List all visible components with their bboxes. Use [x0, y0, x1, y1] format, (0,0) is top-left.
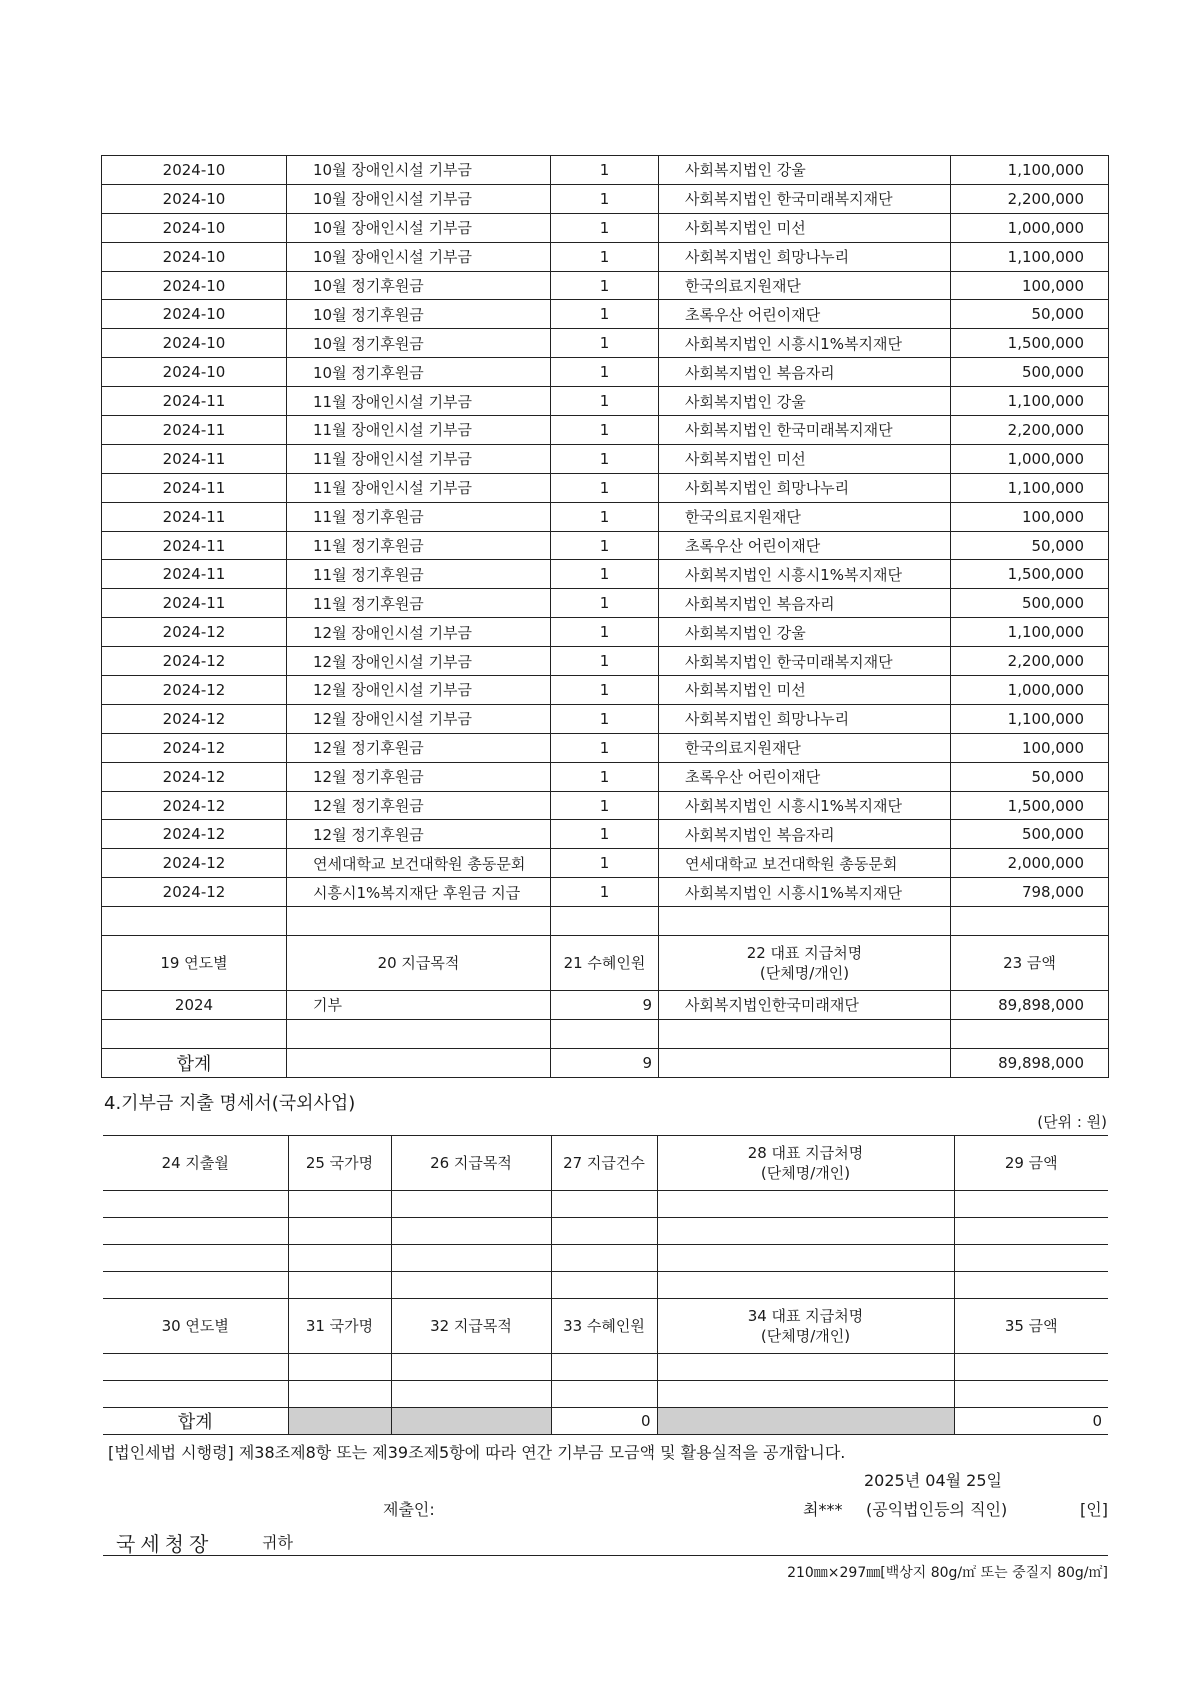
row-period: 2024-11 — [102, 444, 287, 473]
unit-label: (단위 : 원) — [1037, 1113, 1107, 1131]
seal-mark: [인] — [1080, 1500, 1108, 1519]
row-purpose: 연세대학교 보건대학원 총동문회 — [287, 849, 551, 878]
row-amount: 2,200,000 — [951, 647, 1109, 676]
row-amount: 1,100,000 — [951, 704, 1109, 733]
row-recipient: 사회복지법인 미선 — [659, 213, 951, 242]
row-period: 2024-12 — [102, 704, 287, 733]
row-recipient: 사회복지법인 희망나누리 — [659, 242, 951, 271]
table-row — [102, 213, 1109, 242]
submitter-role: (공익법인등의 직인) — [866, 1500, 1008, 1519]
header-count: 27 지급건수 — [551, 1136, 657, 1191]
row-recipient: 연세대학교 보건대학원 총동문회 — [659, 849, 951, 878]
row-count: 1 — [551, 473, 659, 502]
empty-row — [102, 1019, 1109, 1048]
table-row — [102, 647, 1109, 676]
row-recipient: 사회복지법인 희망나누리 — [659, 473, 951, 502]
yearly-recipient: 사회복지법인한국미래재단 — [659, 991, 951, 1020]
row-count: 1 — [551, 358, 659, 387]
row-amount: 500,000 — [951, 358, 1109, 387]
row-purpose: 12월 정기후원금 — [287, 820, 551, 849]
row-period: 2024-11 — [102, 502, 287, 531]
row-period: 2024-10 — [102, 184, 287, 213]
row-amount: 2,200,000 — [951, 184, 1109, 213]
row-purpose: 11월 장애인시설 기부금 — [287, 416, 551, 445]
row-count: 1 — [551, 589, 659, 618]
row-amount: 2,200,000 — [951, 416, 1109, 445]
row-count: 1 — [551, 213, 659, 242]
section-title: 4.기부금 지출 명세서(국외사업) — [104, 1093, 356, 1114]
row-amount: 500,000 — [951, 820, 1109, 849]
total-amount: 89,898,000 — [951, 1048, 1109, 1077]
submitter-row — [0, 1497, 1200, 1521]
row-purpose: 11월 장애인시설 기부금 — [287, 473, 551, 502]
row-count: 1 — [551, 791, 659, 820]
row-period: 2024-11 — [102, 416, 287, 445]
row-purpose: 11월 정기후원금 — [287, 502, 551, 531]
row-amount: 1,100,000 — [951, 242, 1109, 271]
header-recipient — [657, 1299, 954, 1354]
yearly-purpose: 기부 — [287, 991, 551, 1020]
table-row — [102, 184, 1109, 213]
table-row — [102, 849, 1109, 878]
row-recipient: 사회복지법인 복음자리 — [659, 358, 951, 387]
row-recipient: 초록우산 어린이재단 — [659, 762, 951, 791]
row-purpose: 10월 정기후원금 — [287, 271, 551, 300]
row-recipient: 사회복지법인 한국미래복지재단 — [659, 184, 951, 213]
row-purpose: 12월 정기후원금 — [287, 762, 551, 791]
row-count: 1 — [551, 762, 659, 791]
blank-row — [103, 1272, 1108, 1299]
row-count: 1 — [551, 878, 659, 907]
blank-row — [103, 1381, 1108, 1408]
row-purpose: 10월 장애인시설 기부금 — [287, 213, 551, 242]
header-amount: 35 금액 — [954, 1299, 1108, 1354]
row-period: 2024-10 — [102, 156, 287, 185]
row-count: 1 — [551, 849, 659, 878]
yearly-row — [102, 991, 1109, 1020]
row-recipient: 사회복지법인 강울 — [659, 156, 951, 185]
row-count: 1 — [551, 300, 659, 329]
row-amount: 1,000,000 — [951, 213, 1109, 242]
row-count: 1 — [551, 242, 659, 271]
table-row — [102, 762, 1109, 791]
row-amount: 1,000,000 — [951, 444, 1109, 473]
row-amount: 1,100,000 — [951, 618, 1109, 647]
row-count: 1 — [551, 271, 659, 300]
total-amount: 0 — [954, 1408, 1108, 1435]
row-recipient: 사회복지법인 복음자리 — [659, 820, 951, 849]
row-period: 2024-11 — [102, 473, 287, 502]
table-row — [102, 589, 1109, 618]
table-row — [102, 358, 1109, 387]
row-period: 2024-12 — [102, 820, 287, 849]
table-row — [102, 242, 1109, 271]
header-recipient-line2: (단체명/개인) — [760, 1327, 851, 1345]
yearly-year: 2024 — [102, 991, 287, 1020]
row-amount: 1,500,000 — [951, 329, 1109, 358]
header-recipient-line2: (단체명/개인) — [759, 964, 850, 983]
header-recipient-line2: (단체명/개인) — [760, 1164, 851, 1182]
header-recipient-line1: 28 대표 지급처명 — [747, 1144, 864, 1162]
header-recipient — [657, 1136, 954, 1191]
blank-row — [103, 1354, 1108, 1381]
row-purpose: 10월 정기후원금 — [287, 358, 551, 387]
table-row — [102, 300, 1109, 329]
row-recipient: 사회복지법인 한국미래복지재단 — [659, 647, 951, 676]
total-label: 합계 — [102, 1048, 287, 1077]
yearly-header-row — [102, 936, 1109, 991]
row-period: 2024-10 — [102, 329, 287, 358]
row-period: 2024-12 — [102, 762, 287, 791]
row-recipient: 사회복지법인 희망나누리 — [659, 704, 951, 733]
paper-spec: 210㎜×297㎜[백상지 80g/㎡ 또는 중질지 80g/㎡] — [787, 1565, 1108, 1581]
row-recipient: 사회복지법인 한국미래복지재단 — [659, 416, 951, 445]
row-recipient: 사회복지법인 시흥시1%복지재단 — [659, 560, 951, 589]
row-amount: 500,000 — [951, 589, 1109, 618]
row-purpose: 10월 장애인시설 기부금 — [287, 242, 551, 271]
overseas-donation-table — [103, 1135, 1108, 1435]
row-count: 1 — [551, 647, 659, 676]
total-beneficiaries: 9 — [551, 1048, 659, 1077]
total-label: 합계 — [103, 1408, 288, 1435]
submission-date: 2025년 04월 25일 — [864, 1471, 1002, 1490]
row-recipient: 사회복지법인 미선 — [659, 444, 951, 473]
table-row — [102, 878, 1109, 907]
row-amount: 1,500,000 — [951, 791, 1109, 820]
row-purpose: 11월 정기후원금 — [287, 560, 551, 589]
row-count: 1 — [551, 444, 659, 473]
header-purpose: 32 지급목적 — [391, 1299, 551, 1354]
row-recipient: 사회복지법인 시흥시1%복지재단 — [659, 791, 951, 820]
row-purpose: 10월 장애인시설 기부금 — [287, 156, 551, 185]
row-purpose: 10월 정기후원금 — [287, 329, 551, 358]
yearly-header-row — [103, 1299, 1108, 1354]
row-count: 1 — [551, 156, 659, 185]
row-period: 2024-12 — [102, 878, 287, 907]
row-count: 1 — [551, 676, 659, 705]
header-country: 31 국가명 — [288, 1299, 391, 1354]
table-row — [102, 820, 1109, 849]
header-recipient-line1: 22 대표 지급처명 — [746, 944, 863, 963]
row-purpose: 11월 정기후원금 — [287, 589, 551, 618]
row-purpose: 12월 장애인시설 기부금 — [287, 647, 551, 676]
domestic-donation-table — [101, 155, 1109, 1078]
recipient-authority: 국세청장 — [116, 1532, 214, 1556]
row-purpose: 11월 장애인시설 기부금 — [287, 444, 551, 473]
row-period: 2024-12 — [102, 791, 287, 820]
row-purpose: 12월 장애인시설 기부금 — [287, 618, 551, 647]
row-recipient: 초록우산 어린이재단 — [659, 531, 951, 560]
row-period: 2024-11 — [102, 387, 287, 416]
table-row — [102, 531, 1109, 560]
row-amount: 50,000 — [951, 300, 1109, 329]
row-recipient: 사회복지법인 강울 — [659, 387, 951, 416]
row-count: 1 — [551, 560, 659, 589]
row-count: 1 — [551, 618, 659, 647]
row-count: 1 — [551, 733, 659, 762]
row-period: 2024-10 — [102, 300, 287, 329]
row-recipient: 사회복지법인 시흥시1%복지재단 — [659, 878, 951, 907]
header-recipient — [659, 936, 951, 991]
row-amount: 1,500,000 — [951, 560, 1109, 589]
row-purpose: 12월 장애인시설 기부금 — [287, 676, 551, 705]
row-amount: 50,000 — [951, 531, 1109, 560]
row-purpose: 12월 정기후원금 — [287, 791, 551, 820]
header-purpose: 26 지급목적 — [391, 1136, 551, 1191]
row-period: 2024-12 — [102, 676, 287, 705]
row-purpose: 11월 정기후원금 — [287, 531, 551, 560]
row-period: 2024-11 — [102, 589, 287, 618]
row-period: 2024-10 — [102, 213, 287, 242]
row-period: 2024-10 — [102, 242, 287, 271]
divider — [103, 1555, 1108, 1556]
total-row — [102, 1048, 1109, 1077]
row-amount: 100,000 — [951, 271, 1109, 300]
submitter-name: 최*** — [803, 1500, 843, 1519]
table-row — [102, 704, 1109, 733]
table-row — [102, 618, 1109, 647]
row-count: 1 — [551, 184, 659, 213]
row-period: 2024-12 — [102, 849, 287, 878]
table-row — [102, 791, 1109, 820]
row-period: 2024-12 — [102, 647, 287, 676]
row-purpose: 10월 장애인시설 기부금 — [287, 184, 551, 213]
table-row — [102, 329, 1109, 358]
table-row — [102, 271, 1109, 300]
row-amount: 1,000,000 — [951, 676, 1109, 705]
row-recipient: 한국의료지원재단 — [659, 733, 951, 762]
table-row — [102, 676, 1109, 705]
row-count: 1 — [551, 502, 659, 531]
submitter-label: 제출인: — [383, 1500, 435, 1519]
row-recipient: 사회복지법인 시흥시1%복지재단 — [659, 329, 951, 358]
row-purpose: 10월 정기후원금 — [287, 300, 551, 329]
row-period: 2024-11 — [102, 531, 287, 560]
row-period: 2024-12 — [102, 733, 287, 762]
row-recipient: 사회복지법인 강울 — [659, 618, 951, 647]
row-count: 1 — [551, 820, 659, 849]
row-period: 2024-10 — [102, 358, 287, 387]
table-row — [102, 444, 1109, 473]
table-row — [102, 416, 1109, 445]
row-purpose: 12월 장애인시설 기부금 — [287, 704, 551, 733]
empty-row — [102, 907, 1109, 936]
yearly-amount: 89,898,000 — [951, 991, 1109, 1020]
row-amount: 50,000 — [951, 762, 1109, 791]
total-beneficiaries: 0 — [551, 1408, 657, 1435]
row-purpose: 11월 장애인시설 기부금 — [287, 387, 551, 416]
row-amount: 2,000,000 — [951, 849, 1109, 878]
table-row — [102, 156, 1109, 185]
row-count: 1 — [551, 416, 659, 445]
row-period: 2024-12 — [102, 618, 287, 647]
domestic-rows — [102, 156, 1109, 907]
table-row — [102, 473, 1109, 502]
row-recipient: 사회복지법인 복음자리 — [659, 589, 951, 618]
header-beneficiaries: 33 수혜인원 — [551, 1299, 657, 1354]
row-recipient: 초록우산 어린이재단 — [659, 300, 951, 329]
table-row — [102, 387, 1109, 416]
table-row — [102, 560, 1109, 589]
row-count: 1 — [551, 531, 659, 560]
row-amount: 1,100,000 — [951, 473, 1109, 502]
header-year: 19 연도별 — [102, 936, 287, 991]
legal-notice: [법인세법 시행령] 제38조제8항 또는 제39조제5항에 따라 연간 기부금 모금액 및 활용실적을 공개합니다. — [108, 1443, 846, 1462]
blank-row — [103, 1245, 1108, 1272]
blank-row — [103, 1218, 1108, 1245]
row-count: 1 — [551, 329, 659, 358]
row-period: 2024-10 — [102, 271, 287, 300]
header-country: 25 국가명 — [288, 1136, 391, 1191]
total-row — [103, 1408, 1108, 1435]
row-amount: 1,100,000 — [951, 387, 1109, 416]
row-amount: 798,000 — [951, 878, 1109, 907]
row-amount: 100,000 — [951, 502, 1109, 531]
row-recipient: 한국의료지원재단 — [659, 271, 951, 300]
row-count: 1 — [551, 387, 659, 416]
monthly-header-row — [103, 1136, 1108, 1191]
header-month: 24 지출월 — [103, 1136, 288, 1191]
header-recipient-line1: 34 대표 지급처명 — [747, 1307, 864, 1325]
row-amount: 100,000 — [951, 733, 1109, 762]
row-recipient: 사회복지법인 미선 — [659, 676, 951, 705]
row-amount: 1,100,000 — [951, 156, 1109, 185]
row-count: 1 — [551, 704, 659, 733]
header-amount: 29 금액 — [954, 1136, 1108, 1191]
blank-row — [103, 1191, 1108, 1218]
header-purpose: 20 지급목적 — [287, 936, 551, 991]
table-row — [102, 502, 1109, 531]
header-beneficiaries: 21 수혜인원 — [551, 936, 659, 991]
header-year: 30 연도별 — [103, 1299, 288, 1354]
row-purpose: 12월 정기후원금 — [287, 733, 551, 762]
row-period: 2024-11 — [102, 560, 287, 589]
row-recipient: 한국의료지원재단 — [659, 502, 951, 531]
row-purpose: 시흥시1%복지재단 후원금 지급 — [287, 878, 551, 907]
header-amount: 23 금액 — [951, 936, 1109, 991]
honorific: 귀하 — [262, 1533, 293, 1552]
yearly-beneficiaries: 9 — [551, 991, 659, 1020]
table-row — [102, 733, 1109, 762]
